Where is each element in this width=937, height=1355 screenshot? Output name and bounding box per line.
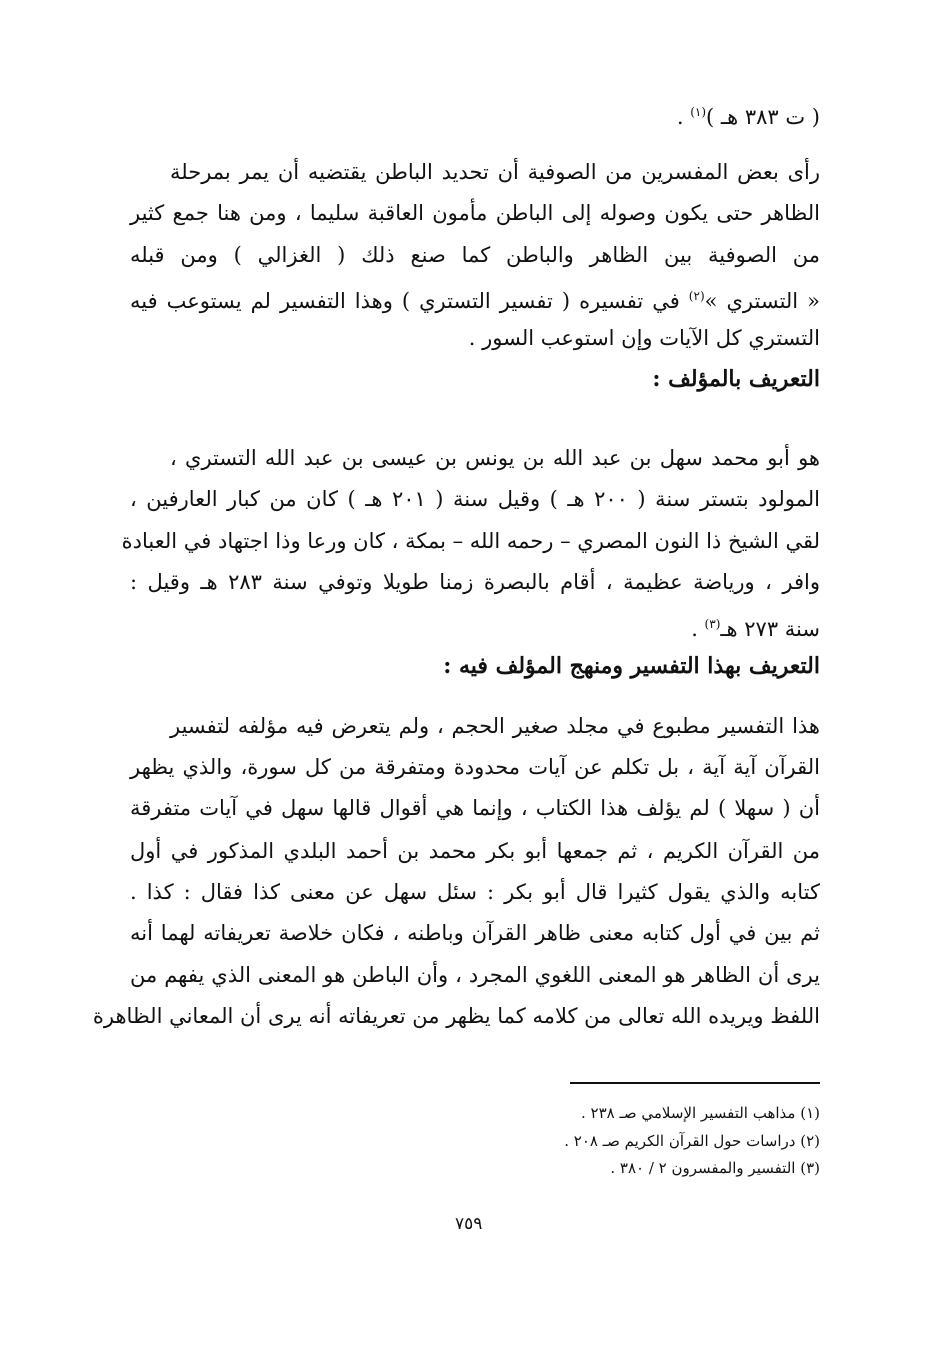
para2-line: المولود بتستر سنة ( ٢٠٠ هـ ) وقيل سنة ( ٢٠١ هـ ) كان من كبار العارفين ، [130,487,820,511]
footnote-divider [570,1082,820,1084]
para3-line: اللفظ ويريده الله تعالى من كلامه كما يظهر من تعريفاته أنه يرى أن المعاني الظاهرة [92,1004,820,1028]
footnote-2: (٢) دراسات حول القرآن الكريم صـ ٢٠٨ . [564,1132,820,1150]
para2-line [130,609,820,644]
page-number: ٧٥٩ [455,1214,483,1234]
section-heading-tafsir: التعريف بهذا التفسير ومنهج المؤلف فيه : [443,653,820,679]
para3-line: كتابه والذي يقول كثيرا قال أبو بكر : سئل سهل عن معنى كذا فقال : كذا . [130,880,820,904]
section-heading-author: التعريف بالمؤلف : [652,366,820,392]
text: « التستري » [704,289,821,313]
para3-line: من القرآن الكريم ، ثم جمعها أبو بكر محمد بن أحمد البلدي المذكور في أول [130,839,820,863]
opening-line [130,97,820,132]
para1-line [130,281,820,316]
text: سنة ٢٧٣ هـ [720,617,820,641]
para1-line: رأى بعض المفسرين من الصوفية أن تحديد الباطن يقتضيه أن يمر بمرحلة [170,160,820,184]
footnote-3: (٣) التفسير والمفسرون ٢ / ٣٨٠ . [610,1159,820,1177]
para3-line: ثم بين في أول كتابه معنى ظاهر القرآن وباطنه ، فكان خلاصة تعريفاته لهما أنه [130,921,820,945]
death-date: ( ت ٣٨٣ هـ ) [706,105,820,129]
text: . [691,617,705,641]
para2-line: لقي الشيخ ذا النون المصري – رحمه الله – بمكة ، كان ورعا وذا اجتهاد في العبادة [121,529,820,553]
para2-line: وافر ، ورياضة عظيمة ، أقام بالبصرة زمنا طويلا وتوفي سنة ٢٨٣ هـ وقيل : [130,570,820,594]
para1-line: من الصوفية بين الظاهر والباطن كما صنع ذلك ( الغزالي ) ومن قبله [130,243,820,267]
footnote-ref-2[interactable]: (٢) [688,289,705,303]
para3-line: أن ( سهلا ) لم يؤلف هذا الكتاب ، وإنما هي أقوال قالها سهل في آيات متفرقة [130,796,820,820]
footnote-ref-3[interactable]: (٣) [704,617,721,631]
para1-line: الظاهر حتى يكون وصوله إلى الباطن مأمون العاقبة سليما ، ومن هنا جمع كثير [130,201,820,225]
footnote-ref-1[interactable]: (١) [690,105,707,119]
footnote-1: (١) مذاهب التفسير الإسلامي صـ ٢٣٨ . [581,1104,820,1122]
text: في تفسيره ( تفسير التستري ) وهذا التفسير لم يستوعب فيه [130,289,689,313]
para1-line: التستري كل الآيات وإن استوعب السور . [468,326,820,350]
para2-line: هو أبو محمد سهل بن عبد الله بن يونس بن عيسى بن عبد الله التستري ، [170,446,820,470]
para3-line: هذا التفسير مطبوع في مجلد صغير الحجم ، ولم يتعرض فيه مؤلفه لتفسير [170,714,820,738]
para3-line: يرى أن الظاهر هو المعنى اللغوي المجرد ، وأن الباطن هو المعنى الذي يفهم من [130,963,820,987]
period: . [676,105,691,129]
para3-line: القرآن آية آية ، بل تكلم عن آيات محدودة ومتفرقة من كل سورة، والذي يظهر [130,755,820,779]
